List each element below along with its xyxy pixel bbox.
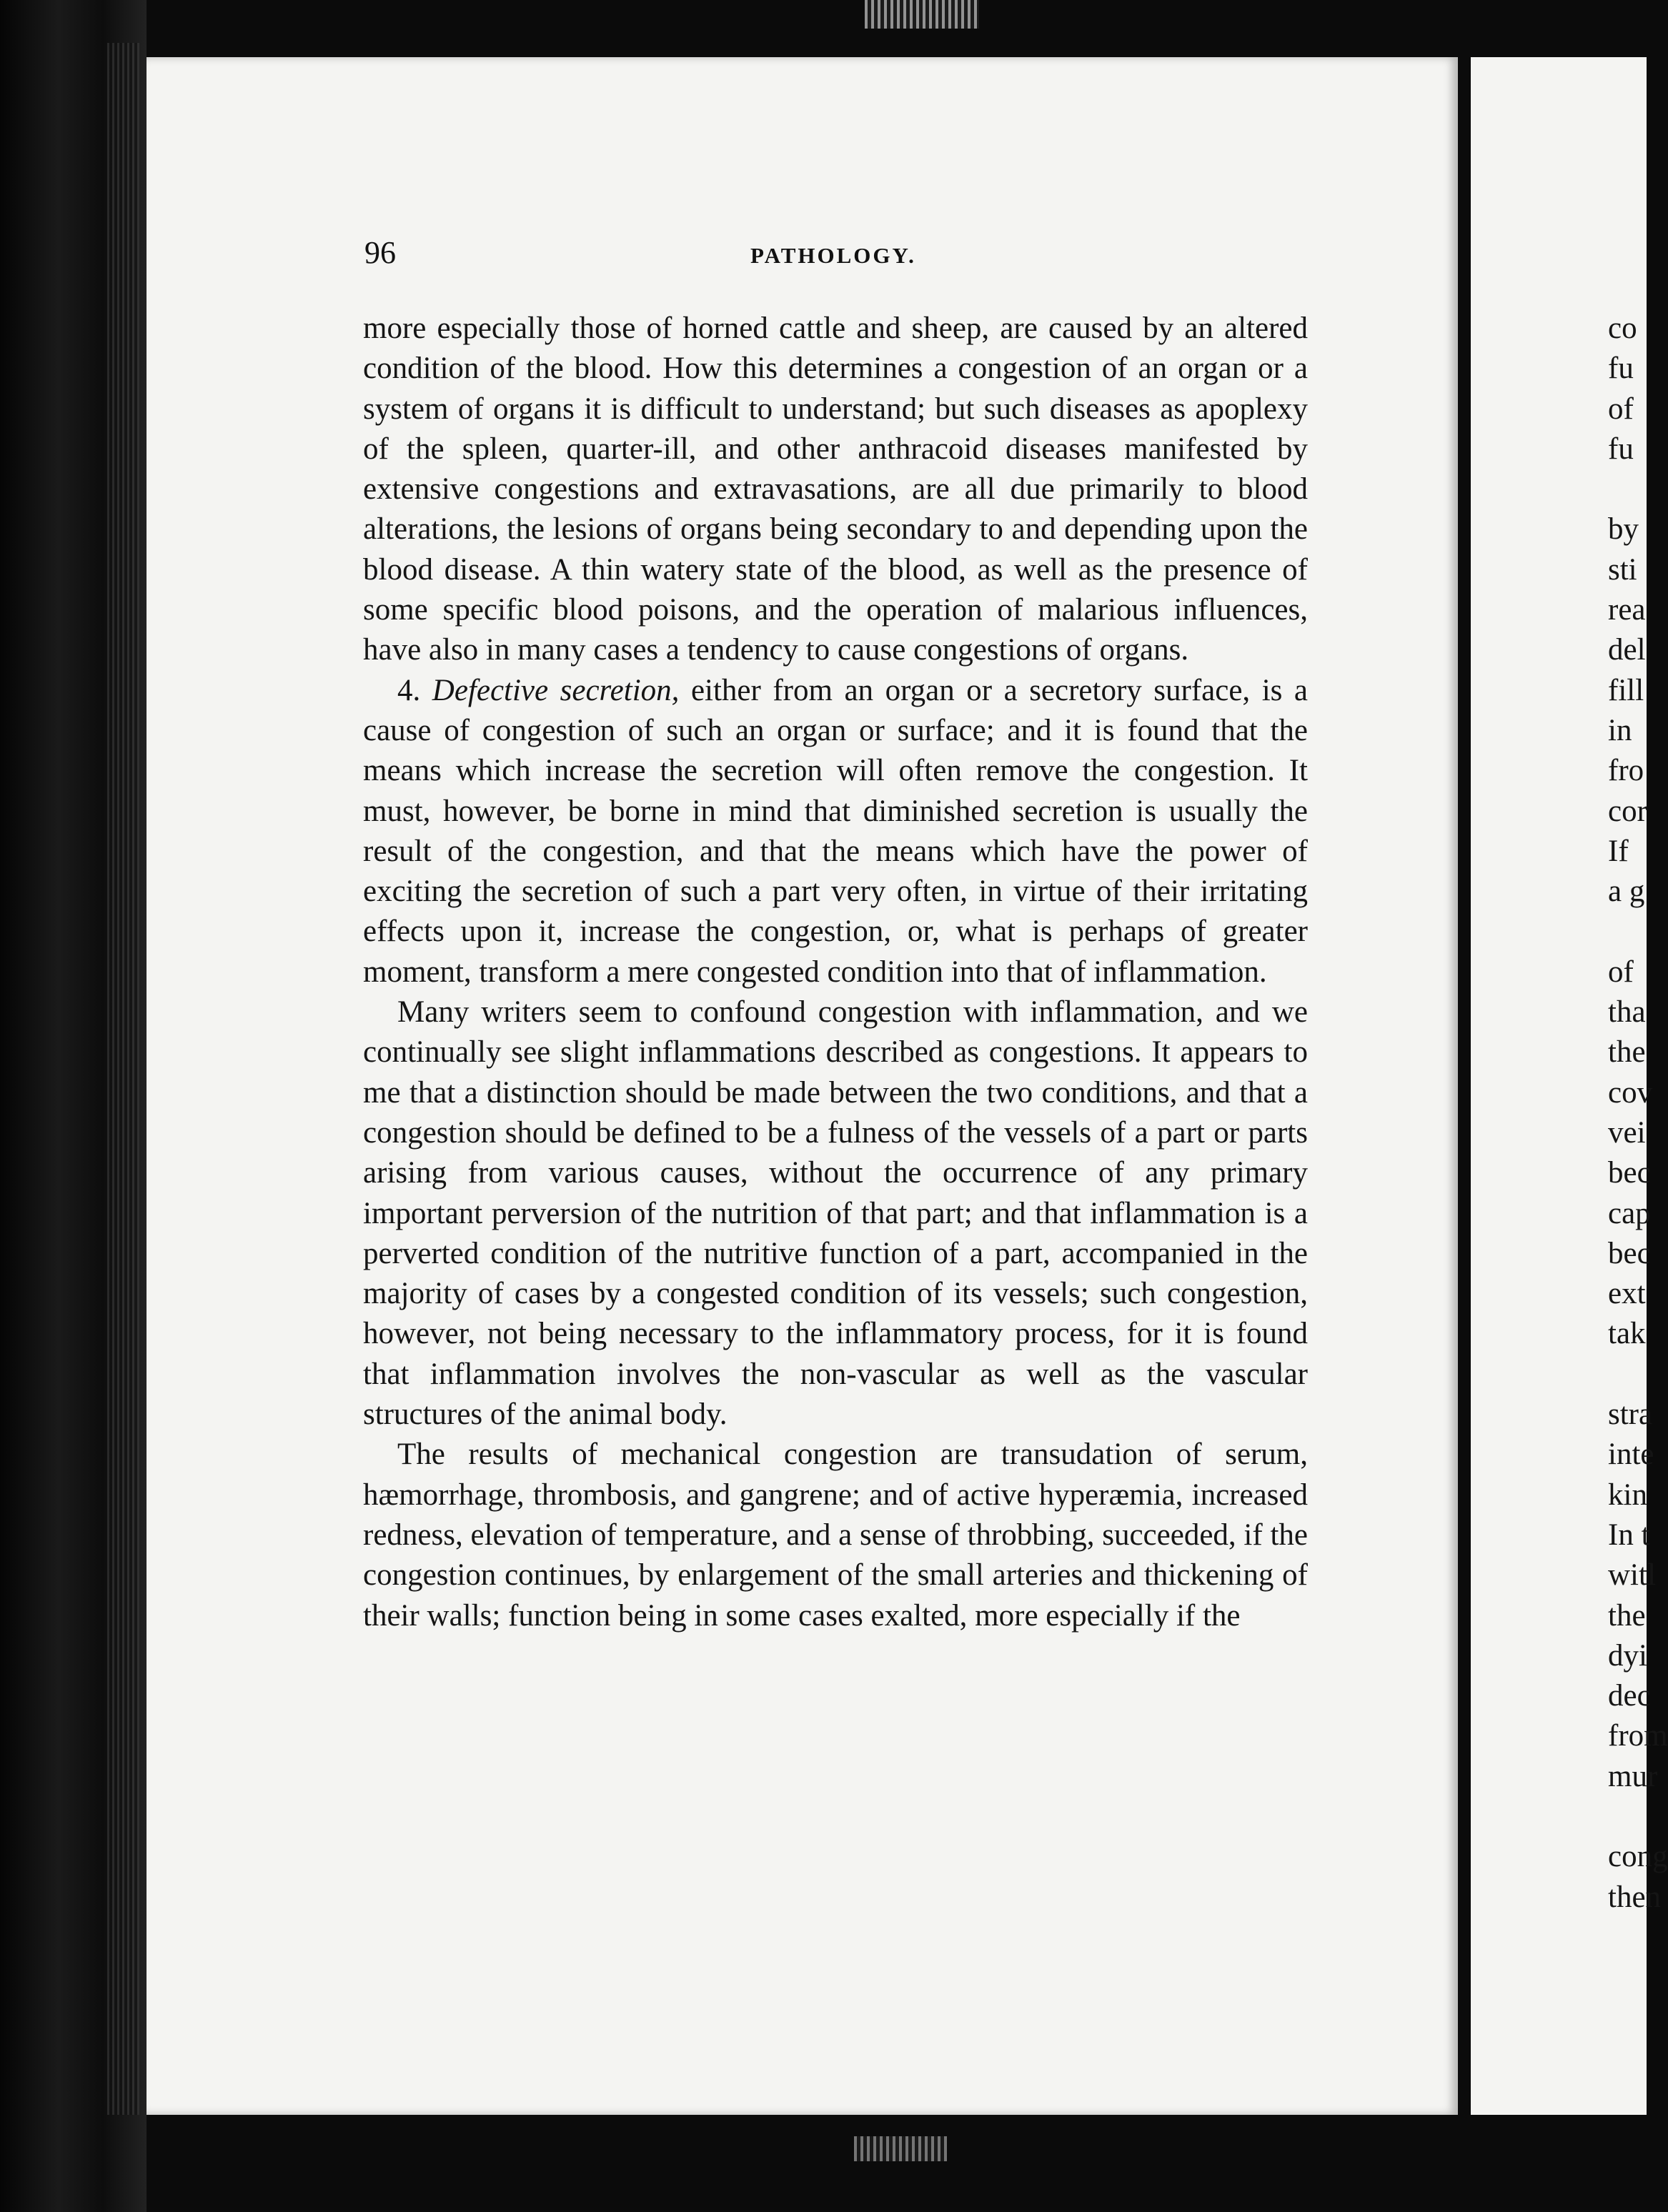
right-page-fragment [1608, 1797, 1668, 1837]
right-page-fragment: stra [1608, 1398, 1653, 1432]
right-page-fragment: in [1608, 713, 1632, 747]
right-page-fragments [1608, 309, 1668, 1918]
right-page-fragment: inte [1608, 1438, 1654, 1472]
right-page-fragment: by [1608, 512, 1639, 547]
right-page-fragment: rea [1608, 593, 1646, 627]
right-page-fragment: kin [1608, 1478, 1647, 1512]
right-page-fragment: bec [1608, 1156, 1651, 1190]
paragraph-1: more especially those of horned cattle and sheep, are caused by an altered condition of the blood. How this determines a congestion of an organ or a system of organs it is difficult to understand; but such diseases as apoplexy of the spleen, quarter-ill, and other anthracoid diseases manifested by extensive congestions and extravasations, are all due primarily to blood alterations, the lesions of organs being secondary to and depending upon the blood disease. A thin watery state of the blood, as well as the presence of some specific blood poisons, and the operation of malarious influences, have also in many cases a tendency to cause congestions of organs. [363, 312, 1308, 667]
right-page-fragment: ext [1608, 1277, 1646, 1311]
right-page-fragment: of [1608, 955, 1634, 989]
paragraph-3: Many writers seem to confound congestion with inflammation, and we continually see slight inflammations described as congestions. It appears to me that a distinction should be made between the two conditions, and that a congestion should be defined to be a fulness of the vessels of a part or parts arising from various causes, without the occurrence of any primary important perversion of the nutrition of that part; and that inflammation is a perverted condition of the nutritive function of a part, accompanied in the majority of cases by a congested condition of its vessels; such congestion, however, not being necessary to the inflammatory process, for it is found that inflammation involves the non-vascular as well as the vascular structures of the animal body. [363, 995, 1308, 1432]
right-page-fragment: del [1608, 633, 1646, 667]
right-page-fragment: cong [1608, 1840, 1668, 1874]
right-page-fragment: cor [1608, 794, 1647, 828]
paragraph-2-text: either from an organ or a secretory surface, is a cause of congestion of such an organ or surface; and it is found that the means which increase the secretion will often remove the congestion. It must, however, be borne in mind that diminished secretion is usually the result of the congestion, and that the means which have the power of exciting the secretion of such a part very often, in virtue of their irritating effects upon it, increase the congestion, or, what is perhaps of greater moment, transform a mere congested condition into that of inflammation. [363, 673, 1309, 989]
right-page-fragment [1608, 1355, 1668, 1395]
right-page-fragment [1608, 469, 1668, 509]
right-page-fragment: fill [1608, 673, 1644, 707]
right-page-fragment: from [1608, 1719, 1668, 1753]
right-page-fragment: of [1608, 392, 1634, 426]
scan-artifact-top [865, 0, 979, 29]
scan-artifact-bottom [854, 2136, 947, 2161]
right-page-fragment: fro [1608, 754, 1644, 788]
right-page-fragment: then [1608, 1880, 1662, 1914]
paragraph-2 [363, 671, 1308, 992]
running-title: PATHOLOGY. [750, 243, 916, 268]
right-page-fragment: dec [1608, 1679, 1651, 1713]
right-page-fragment: mur [1608, 1759, 1658, 1793]
right-page-fragment: sti [1608, 552, 1637, 587]
right-page-fragment: witl [1608, 1558, 1656, 1593]
italic-term: Defective secretion, [432, 673, 680, 707]
page-edges [107, 43, 139, 2115]
right-page-fragment [1608, 912, 1668, 952]
body-text [363, 309, 1308, 1636]
right-page-fragment: cap [1608, 1196, 1651, 1230]
right-page-fragment: the [1608, 1598, 1646, 1633]
right-page-fragment: a g [1608, 875, 1645, 909]
right-page-fragment: vei [1608, 1115, 1646, 1150]
right-page-fragment: fu [1608, 432, 1634, 466]
page-number: 96 [364, 235, 396, 270]
right-page-fragment: dyi [1608, 1638, 1647, 1673]
right-page-fragment: fu [1608, 352, 1634, 386]
right-page-fragment: cov [1608, 1075, 1653, 1110]
right-page-fragment: the [1608, 1035, 1646, 1070]
right-page-fragment: In t [1608, 1518, 1650, 1552]
right-page-fragment: If [1608, 834, 1629, 868]
paragraph-4: The results of mechanical congestion are transudation of serum, hæmorrhage, thrombosis, and gangrene; and of active hyperæmia, increased redness, elevation of temperature, and a sense of throbbing, succeeded, if the congestion continues, by enlargement of the small arteries and thickening of their walls; function being in some cases exalted, more especially if the [363, 1438, 1308, 1633]
right-page-fragment: tha [1608, 995, 1646, 1030]
list-number: 4. [397, 673, 432, 707]
right-page-fragment: bec [1608, 1236, 1651, 1270]
right-page-fragment: co [1608, 312, 1637, 345]
right-page-fragment: tak [1608, 1317, 1646, 1351]
